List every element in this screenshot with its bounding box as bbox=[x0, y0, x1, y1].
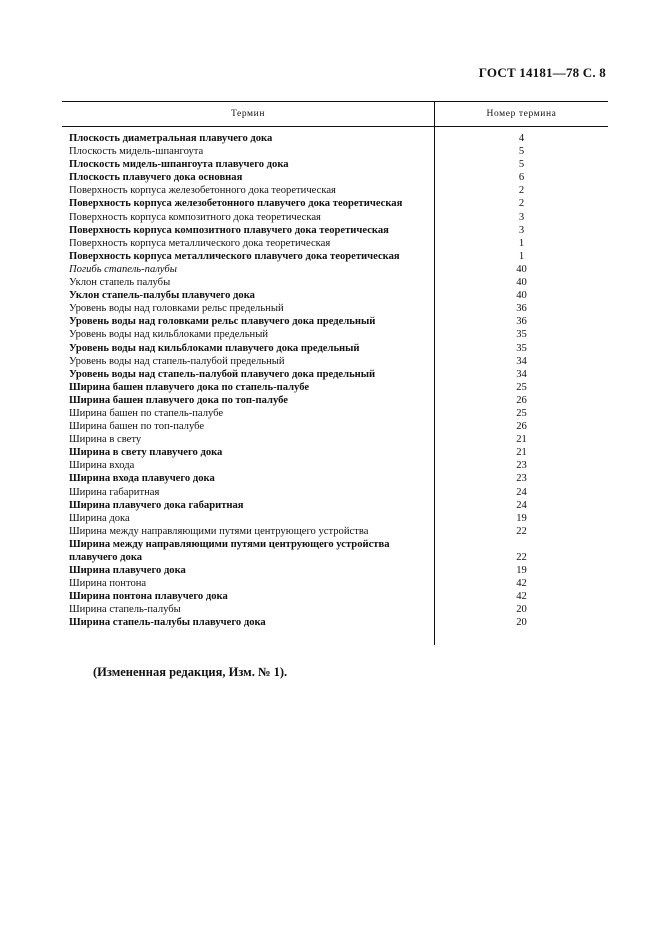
table-row bbox=[62, 590, 608, 603]
term-number-cell: 40 bbox=[516, 263, 527, 275]
table-row bbox=[62, 499, 608, 512]
table-row bbox=[62, 328, 608, 341]
table-row bbox=[62, 381, 608, 394]
term-cell: Ширина понтона плавучего дока bbox=[69, 591, 228, 603]
table-row bbox=[62, 250, 608, 263]
term-number-cell: 25 bbox=[516, 381, 527, 393]
term-cell: Уровень воды над стапель-палубой предельный bbox=[69, 355, 285, 367]
table-row bbox=[62, 420, 608, 433]
term-number-cell: 20 bbox=[516, 617, 527, 629]
term-cell: Плоскость диаметральная плавучего дока bbox=[69, 133, 273, 144]
term-number-cell: 22 bbox=[516, 552, 527, 563]
term-cell: Ширина стапель-палубы плавучего дока bbox=[69, 617, 266, 629]
term-cell: Ширина в свету bbox=[69, 434, 142, 446]
table-row bbox=[62, 197, 608, 210]
table-row bbox=[62, 315, 608, 328]
term-number-cell: 20 bbox=[516, 604, 527, 616]
term-number-cell: 3 bbox=[518, 224, 525, 236]
term-cell: Погибь стапель-палубы bbox=[69, 263, 177, 275]
table-row bbox=[62, 472, 608, 485]
term-number-cell: 21 bbox=[516, 434, 527, 446]
table-row bbox=[62, 459, 608, 472]
table-row bbox=[62, 289, 608, 302]
table-row bbox=[62, 368, 608, 381]
term-cell: Ширина габаритная bbox=[69, 486, 160, 498]
term-number-cell: 22 bbox=[516, 525, 527, 537]
table-row bbox=[62, 158, 608, 171]
term-number-cell: 26 bbox=[516, 421, 527, 433]
table-row bbox=[62, 211, 608, 224]
term-cell: Поверхность корпуса железобетонного плавучего дока теоретическая bbox=[69, 198, 403, 210]
table-row bbox=[62, 486, 608, 499]
table-row bbox=[62, 525, 608, 538]
term-number-cell: 36 bbox=[516, 303, 527, 315]
term-number-cell: 2 bbox=[518, 185, 525, 197]
term-number-cell: 1 bbox=[518, 237, 525, 249]
term-cell: Ширина входа bbox=[69, 460, 135, 472]
term-cell: Плоскость мидель-шпангоута bbox=[69, 146, 204, 158]
page-header: ГОСТ 14181—78 С. 8 bbox=[478, 65, 606, 80]
table-row bbox=[62, 603, 608, 616]
table-row bbox=[62, 263, 608, 276]
term-number-cell: 34 bbox=[516, 355, 527, 367]
term-cell: Ширина дока bbox=[69, 512, 130, 524]
term-cell: Ширина в свету плавучего дока bbox=[69, 447, 223, 459]
term-cell: Ширина башен по топ-палубе bbox=[69, 421, 205, 433]
table-row bbox=[62, 394, 608, 407]
term-cell: Ширина между направляющими путями центрующего устройства плавучего дока bbox=[69, 538, 390, 563]
term-cell: Поверхность корпуса композитного дока теоретическая bbox=[69, 211, 321, 223]
table-row bbox=[62, 538, 608, 564]
term-number-cell: 35 bbox=[516, 342, 527, 354]
term-number-cell: 4 bbox=[518, 133, 525, 144]
term-cell: Ширина понтона bbox=[69, 578, 147, 590]
table-row bbox=[62, 564, 608, 577]
term-cell: Ширина входа плавучего дока bbox=[69, 473, 215, 485]
term-cell: Ширина плавучего дока габаритная bbox=[69, 499, 244, 511]
term-cell: Поверхность корпуса металлического дока теоретическая bbox=[69, 237, 331, 249]
term-cell: Поверхность корпуса железобетонного дока теоретическая bbox=[69, 185, 336, 197]
term-number-cell: 1 bbox=[518, 250, 525, 262]
table-row bbox=[62, 237, 608, 250]
term-number-cell: 21 bbox=[516, 447, 527, 459]
table-row bbox=[62, 145, 608, 158]
term-cell: Ширина башен по стапель-палубе bbox=[69, 407, 224, 419]
term-cell: Уклон стапель палубы bbox=[69, 277, 171, 289]
term-cell: Уровень воды над кильблоками предельный bbox=[69, 329, 268, 341]
term-number-cell: 35 bbox=[516, 329, 527, 341]
header-bottom-rule bbox=[62, 126, 608, 127]
term-cell: Ширина стапель-палубы bbox=[69, 604, 181, 616]
term-number-cell: 2 bbox=[518, 198, 525, 210]
term-cell: Уровень воды над головками рельс предельный bbox=[69, 303, 284, 315]
term-number-cell: 19 bbox=[516, 565, 527, 577]
term-cell: Уровень воды над стапель-палубой плавучего дока предельный bbox=[69, 368, 376, 380]
table-row bbox=[62, 171, 608, 184]
term-number-cell: 24 bbox=[516, 486, 527, 498]
term-number-cell: 24 bbox=[516, 499, 527, 511]
table-row bbox=[62, 407, 608, 420]
table-row bbox=[62, 433, 608, 446]
table-row bbox=[62, 276, 608, 289]
term-number-cell: 6 bbox=[518, 172, 525, 184]
term-number-cell: 42 bbox=[516, 591, 527, 603]
term-number-cell: 23 bbox=[516, 473, 527, 485]
term-number-cell: 36 bbox=[516, 316, 527, 328]
term-number-cell: 23 bbox=[516, 460, 527, 472]
term-cell: Поверхность корпуса композитного плавучего дока теоретическая bbox=[69, 224, 389, 236]
column-header-term: Термин bbox=[230, 109, 266, 119]
term-number-cell: 40 bbox=[516, 290, 527, 302]
term-cell: Уровень воды над кильблоками плавучего дока предельный bbox=[69, 342, 360, 354]
table-body bbox=[62, 132, 608, 630]
term-number-cell: 5 bbox=[518, 146, 525, 158]
term-cell: Поверхность корпуса металлического плавучего дока теоретическая bbox=[69, 250, 400, 262]
table-row bbox=[62, 577, 608, 590]
term-number-cell: 5 bbox=[518, 159, 525, 171]
table-row bbox=[62, 224, 608, 237]
table-row bbox=[62, 132, 608, 145]
term-cell: Ширина башен плавучего дока по топ-палубе bbox=[69, 394, 288, 406]
table-row bbox=[62, 616, 608, 629]
term-number-cell: 34 bbox=[516, 368, 527, 380]
term-cell: Уровень воды над головками рельс плавучего дока предельный bbox=[69, 316, 376, 328]
term-cell: Ширина башен плавучего дока по стапель-палубе bbox=[69, 381, 310, 393]
term-cell: Плоскость мидель-шпангоута плавучего дока bbox=[69, 159, 289, 171]
term-number-cell: 19 bbox=[516, 512, 527, 524]
term-number-cell: 42 bbox=[516, 578, 527, 590]
term-cell: Ширина плавучего дока bbox=[69, 565, 186, 577]
column-header-number: Номер термина bbox=[486, 109, 557, 119]
term-number-cell: 3 bbox=[518, 211, 525, 223]
table-row bbox=[62, 302, 608, 315]
term-cell: Уклон стапель-палубы плавучего дока bbox=[69, 290, 255, 302]
term-number-cell: 26 bbox=[516, 394, 527, 406]
term-number-cell: 40 bbox=[516, 277, 527, 289]
amendment-note: (Измененная редакция, Изм. № 1). bbox=[93, 665, 288, 679]
table-row bbox=[62, 184, 608, 197]
table-row bbox=[62, 512, 608, 525]
table-row bbox=[62, 342, 608, 355]
table-row bbox=[62, 446, 608, 459]
table-top-rule bbox=[62, 101, 608, 102]
table-row bbox=[62, 355, 608, 368]
term-number-cell: 25 bbox=[516, 407, 527, 419]
term-cell: Ширина между направляющими путями центрующего устройства bbox=[69, 525, 369, 537]
term-cell: Плоскость плавучего дока основная bbox=[69, 172, 243, 184]
